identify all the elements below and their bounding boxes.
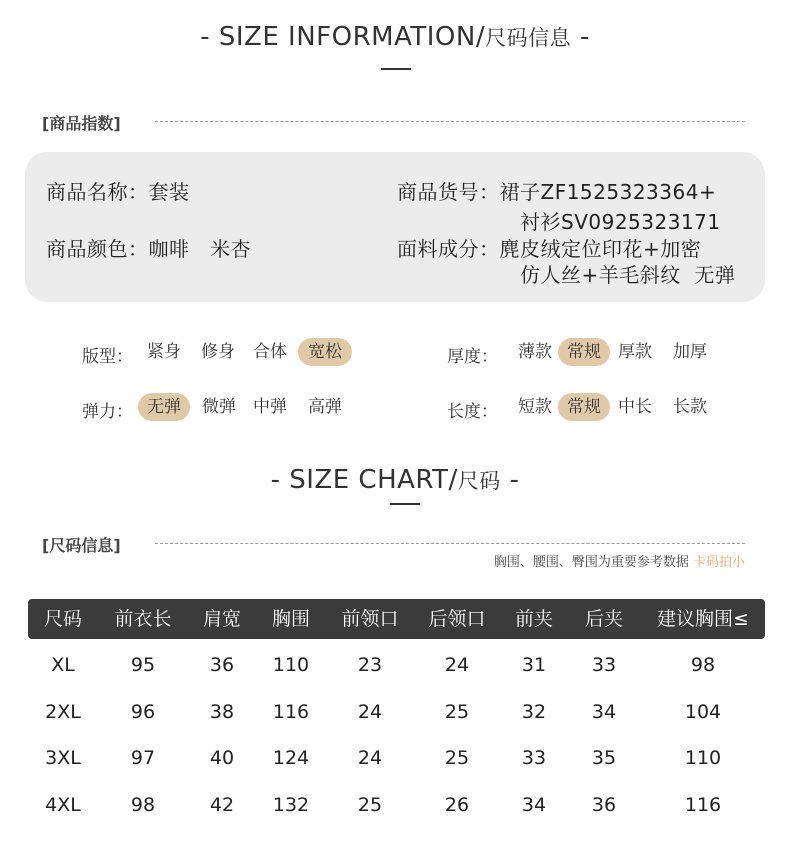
table-cell: 26	[444, 794, 470, 816]
length-option: 中长	[618, 397, 652, 417]
product-fabric-line2: 仿人丝+羊毛斜纹 无弹	[520, 263, 736, 287]
product-color	[46, 233, 251, 262]
product-sku-line1: 裙子ZF1525323364+	[499, 180, 717, 204]
table-cell: 124	[272, 747, 310, 769]
fit-label: 版型：	[82, 347, 133, 367]
size-chart-heading	[0, 465, 790, 495]
stretch-option: 无弹	[138, 393, 190, 421]
column-header: 前衣长	[114, 608, 172, 630]
table-cell: 24	[357, 701, 383, 723]
thickness-option: 常规	[558, 338, 610, 366]
column-header: 尺码	[43, 608, 82, 630]
table-cell: 34	[521, 794, 547, 816]
stretch-option: 微弹	[202, 397, 236, 417]
table-cell: 95	[130, 654, 156, 676]
size-table-header	[28, 599, 765, 639]
product-fabric	[397, 233, 701, 262]
table-cell: 33	[591, 654, 617, 676]
heading-en: - SIZE INFORMATION/	[200, 22, 486, 52]
heading-underline	[381, 68, 411, 70]
stretch-label: 弹力：	[82, 402, 133, 422]
chart-heading-tail: -	[500, 465, 520, 495]
table-cell: 96	[130, 701, 156, 723]
section-divider	[155, 121, 745, 122]
chart-heading-underline	[390, 503, 420, 505]
heading-zh: 尺码信息	[485, 26, 572, 50]
table-cell: 116	[272, 701, 310, 723]
stretch-option: 中弹	[253, 397, 287, 417]
thickness-option: 薄款	[518, 342, 552, 362]
table-cell: 2XL	[45, 701, 81, 723]
table-cell: 40	[209, 747, 235, 769]
length-option: 长款	[673, 397, 707, 417]
table-cell: 36	[591, 794, 617, 816]
table-cell: 4XL	[45, 794, 81, 816]
table-cell: 25	[444, 701, 470, 723]
table-cell: 24	[444, 654, 470, 676]
table-cell: 25	[357, 794, 383, 816]
table-cell: 110	[684, 747, 722, 769]
table-cell: 98	[690, 654, 716, 676]
table-cell: 31	[521, 654, 547, 676]
product-name-value: 套装	[148, 180, 190, 204]
product-color-label: 商品颜色：	[46, 237, 149, 261]
thickness-label: 厚度：	[447, 347, 498, 367]
column-header: 前领口	[341, 608, 399, 630]
column-header: 后领口	[428, 608, 486, 630]
fit-option: 修身	[201, 342, 235, 362]
product-sku	[397, 176, 716, 205]
product-sku-line2: 衬衫SV0925323171	[520, 210, 721, 234]
product-sku-label: 商品货号：	[397, 180, 500, 204]
table-cell: 35	[591, 747, 617, 769]
thickness-option: 厚款	[618, 342, 652, 362]
length-option: 常规	[558, 393, 610, 421]
table-cell: 97	[130, 747, 156, 769]
column-header: 前夹	[514, 608, 553, 630]
table-cell: 132	[272, 794, 310, 816]
table-cell: 34	[591, 701, 617, 723]
product-index-label: [商品指数]	[42, 114, 121, 133]
product-name	[46, 176, 190, 205]
fit-option: 紧身	[147, 342, 181, 362]
column-header: 肩宽	[202, 608, 241, 630]
table-cell: 32	[521, 701, 547, 723]
fit-option: 宽松	[298, 338, 352, 366]
table-cell: 98	[130, 794, 156, 816]
reference-note-text: 胸围、腰围、臀围为重要参考数据	[493, 555, 693, 570]
length-option: 短款	[518, 397, 552, 417]
table-cell: 25	[444, 747, 470, 769]
reference-note-accent: 卡码拍小	[692, 555, 745, 570]
chart-heading-en: - SIZE CHART/	[270, 465, 458, 495]
table-cell: 3XL	[45, 747, 81, 769]
heading-tail: -	[571, 22, 590, 52]
table-cell: 23	[357, 654, 383, 676]
table-cell: 38	[209, 701, 235, 723]
table-cell: 24	[357, 747, 383, 769]
fit-option: 合体	[253, 342, 287, 362]
table-cell: 33	[521, 747, 547, 769]
thickness-option: 加厚	[673, 342, 707, 362]
table-cell: 110	[272, 654, 310, 676]
table-cell: 104	[684, 701, 722, 723]
table-cell: 36	[209, 654, 235, 676]
size-information-heading	[0, 22, 790, 52]
stretch-option: 高弹	[308, 397, 342, 417]
chart-section-divider	[155, 543, 745, 544]
table-cell: 42	[209, 794, 235, 816]
product-fabric-label: 面料成分：	[397, 237, 500, 261]
size-info-label: [尺码信息]	[42, 536, 121, 555]
table-cell: 116	[684, 794, 722, 816]
product-name-label: 商品名称：	[46, 180, 149, 204]
chart-heading-zh: 尺码	[457, 469, 501, 493]
reference-note	[494, 551, 745, 570]
length-label: 长度：	[447, 402, 498, 422]
column-header: 建议胸围≤	[657, 608, 749, 630]
table-cell: XL	[51, 654, 75, 676]
column-header: 后夹	[584, 608, 623, 630]
product-fabric-line1: 麂皮绒定位印花+加密	[499, 237, 702, 261]
product-color-value: 咖啡 米杏	[148, 237, 252, 261]
column-header: 胸围	[271, 608, 310, 630]
